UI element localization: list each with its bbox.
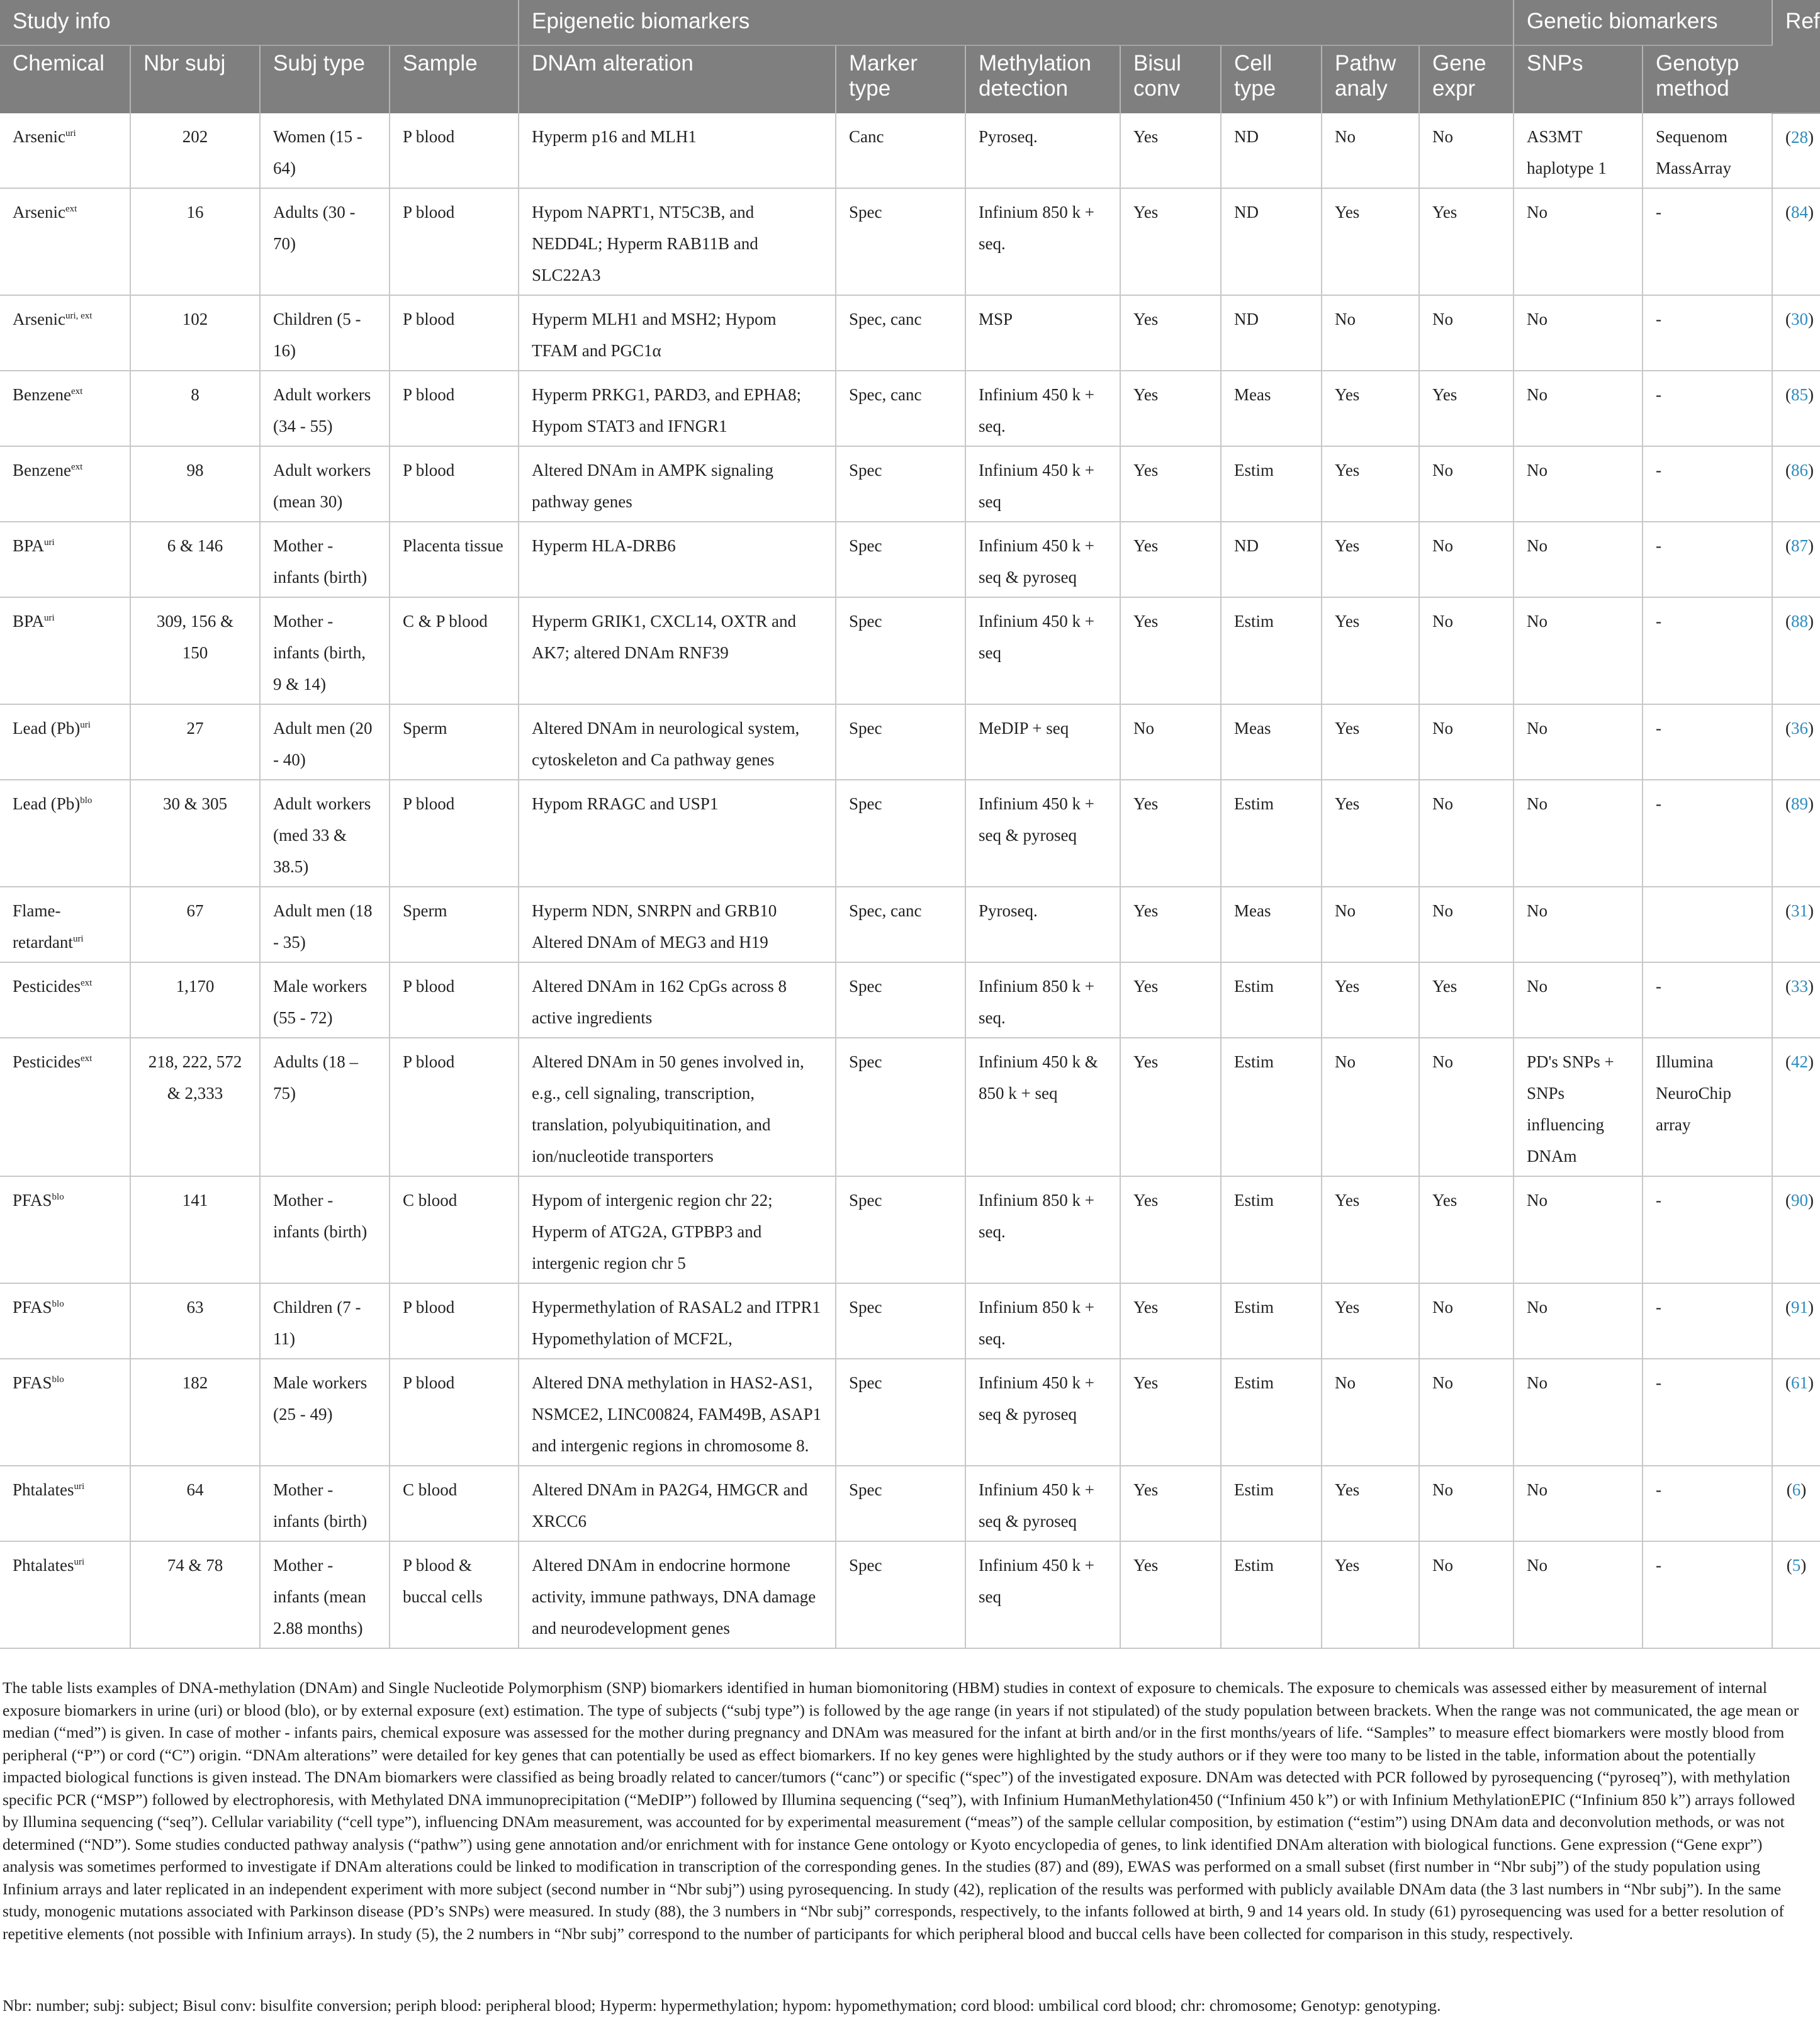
pathw-cell: Yes (1322, 1466, 1419, 1541)
header-group-row (0, 0, 1820, 45)
ref-link[interactable]: 84 (1791, 203, 1809, 222)
subj-type-cell: Adult men (20 - 40) (260, 704, 390, 780)
genotyp-cell: - (1643, 597, 1772, 704)
pathw-cell: Yes (1322, 780, 1419, 887)
chemical-cell: $BPA^{uri}$ (0, 597, 130, 704)
cell-type-cell: Estim (1221, 962, 1322, 1038)
cell-type-cell: ND (1221, 522, 1322, 597)
cell-type-cell: Meas (1221, 371, 1322, 446)
subj-type-cell: Mother - infants (birth) (260, 1466, 390, 1541)
dnam-cell: Altered DNAm in endocrine hormone activity, immune pathways, DNA damage and neurodevelopment genes (519, 1541, 836, 1648)
genotyp-cell: - (1643, 1283, 1772, 1359)
chemical-cell: Pesticides$^{ext}$ (0, 1038, 130, 1176)
genotyp-cell: - (1643, 704, 1772, 780)
table-row (0, 113, 1820, 188)
nbr-subj-cell: 6 & 146 (130, 522, 260, 597)
snps-cell: No (1514, 1176, 1643, 1283)
dnam-cell: Altered DNAm in 50 genes involved in, e.g., cell signaling, transcription, translation, polyubiquitination, and ion/nucleotide transporters (519, 1038, 836, 1176)
table-row (0, 1176, 1820, 1283)
cell-type-cell: Estim (1221, 1176, 1322, 1283)
ref-link[interactable]: 28 (1791, 128, 1809, 147)
bisul-cell: Yes (1120, 1176, 1221, 1283)
gene-expr-cell: No (1419, 522, 1514, 597)
marker-type-cell: Spec (836, 188, 965, 295)
chemical-cell: Arsenic$^{uri, ext}$ (0, 295, 130, 371)
marker-type-cell: Canc (836, 113, 965, 188)
col-dnam-alteration: DNAm alteration (519, 45, 836, 113)
snps-cell: No (1514, 188, 1643, 295)
method-cell: Infinium 450 k + seq (965, 446, 1120, 522)
method-cell: Infinium 450 k + seq & pyroseq (965, 1359, 1120, 1466)
snps-cell: No (1514, 704, 1643, 780)
genotyp-cell: - (1643, 188, 1772, 295)
marker-type-cell: Spec (836, 597, 965, 704)
cell-type-cell: Estim (1221, 780, 1322, 887)
method-cell: MeDIP + seq (965, 704, 1120, 780)
pathw-cell: Yes (1322, 371, 1419, 446)
chemical-cell: $BPA^{uri}$ (0, 522, 130, 597)
method-cell: Infinium 450 k + seq & pyroseq (965, 1466, 1120, 1541)
marker-type-cell: Spec (836, 704, 965, 780)
pathw-cell: No (1322, 1359, 1419, 1466)
chemical-cell: Arsenic$^{uri}$ (0, 113, 130, 188)
cell-type-cell: Meas (1221, 887, 1322, 962)
col-bisul-conv: Bisul conv (1120, 45, 1221, 113)
pathw-cell: Yes (1322, 446, 1419, 522)
dnam-cell: Hypom of intergenic region chr 22; Hyperm of ATG2A, GTPBP3 and intergenic region chr 5 (519, 1176, 836, 1283)
col-snps: SNPs (1514, 45, 1643, 113)
snps-cell: No (1514, 1466, 1643, 1541)
sample-cell: P blood (390, 962, 519, 1038)
dnam-cell: Altered DNA methylation in HAS2-AS1, NSMCE2, LINC00824, FAM49B, ASAP1 and intergenic regions in chromosome 8. (519, 1359, 836, 1466)
marker-type-cell: Spec, canc (836, 371, 965, 446)
col-genotyp-method: Genotyp method (1643, 45, 1772, 113)
chemical-cell: Lead $(Pb)^{uri}$ (0, 704, 130, 780)
ref-cell[interactable]: (89) (1772, 780, 1820, 887)
cell-type-cell: Estim (1221, 1038, 1322, 1176)
snps-cell: No (1514, 962, 1643, 1038)
subj-type-cell: Male workers (25 - 49) (260, 1359, 390, 1466)
gene-expr-cell: Yes (1419, 1176, 1514, 1283)
bisul-cell: Yes (1120, 295, 1221, 371)
cell-type-cell: Estim (1221, 1541, 1322, 1648)
chemical-cell: Benzene$^{ext}$ (0, 446, 130, 522)
pathw-cell: Yes (1322, 597, 1419, 704)
ref-cell[interactable]: (90) (1772, 1176, 1820, 1283)
marker-type-cell: Spec (836, 780, 965, 887)
gene-expr-cell: No (1419, 1541, 1514, 1648)
method-cell: Infinium 850 k + seq. (965, 962, 1120, 1038)
genotyp-cell: - (1643, 1466, 1772, 1541)
cell-type-cell: Estim (1221, 446, 1322, 522)
table-row (0, 1359, 1820, 1466)
table-row (0, 1283, 1820, 1359)
subj-type-cell: Adult men (18 - 35) (260, 887, 390, 962)
ref-cell[interactable]: (85) (1772, 371, 1820, 446)
genotyp-cell: - (1643, 446, 1772, 522)
bisul-cell: Yes (1120, 371, 1221, 446)
table-row (0, 188, 1820, 295)
marker-type-cell: Spec (836, 1359, 965, 1466)
subj-type-cell: Children (7 - 11) (260, 1283, 390, 1359)
sample-cell: P blood (390, 1038, 519, 1176)
method-cell: MSP (965, 295, 1120, 371)
sample-cell: Sperm (390, 887, 519, 962)
pathw-cell: No (1322, 1038, 1419, 1176)
cell-type-cell: ND (1221, 113, 1322, 188)
abbreviations-note: Nbr: number; subj: subject; Bisul conv: bisulfite conversion; periph blood: peripheral blood; Hyperm: hypermethylation; hypom: hypomethymation; cord blood: umbilical cord blood; chr: chromosome; Genotyp: genotyping. (3, 1996, 1441, 2015)
nbr-subj-cell: 218, 222, 572 & 2,333 (130, 1038, 260, 1176)
col-chemical: Chemical (0, 45, 130, 113)
method-cell: Infinium 450 k + seq & pyroseq (965, 780, 1120, 887)
chemical-cell: Phtalates$^{uri}$ (0, 1466, 130, 1541)
bisul-cell: Yes (1120, 597, 1221, 704)
marker-type-cell: Spec (836, 962, 965, 1038)
subj-type-cell: Adults (30 - 70) (260, 188, 390, 295)
ref-link[interactable]: 85 (1791, 385, 1809, 404)
marker-type-cell: Spec, canc (836, 887, 965, 962)
subj-type-cell: Male workers (55 - 72) (260, 962, 390, 1038)
dnam-cell: Hyperm PRKG1, PARD3, and EPHA8; Hypom STAT3 and IFNGR1 (519, 371, 836, 446)
col-subj-type: Subj type (260, 45, 390, 113)
genotyp-cell: - (1643, 1541, 1772, 1648)
method-cell: Infinium 450 k & 850 k + seq (965, 1038, 1120, 1176)
ref-cell[interactable]: (86) (1772, 446, 1820, 522)
sample-cell: C blood (390, 1176, 519, 1283)
gene-expr-cell: No (1419, 597, 1514, 704)
cell-type-cell: Estim (1221, 1359, 1322, 1466)
chemical-cell: $PFAS^{blo}$ (0, 1283, 130, 1359)
ref-link[interactable]: 90 (1791, 1191, 1809, 1210)
genotyp-cell: - (1643, 1176, 1772, 1283)
pathw-cell: No (1322, 887, 1419, 962)
cell-type-cell: Meas (1221, 704, 1322, 780)
nbr-subj-cell: 8 (130, 371, 260, 446)
ref-cell[interactable]: (36) (1772, 704, 1820, 780)
ref-link[interactable]: 6 (1792, 1480, 1801, 1499)
subj-type-cell: Mother - infants (mean 2.88 months) (260, 1541, 390, 1648)
bisul-cell: Yes (1120, 962, 1221, 1038)
ref-link[interactable]: 91 (1791, 1298, 1809, 1317)
group-genetic-biomarkers: Genetic biomarkers (1514, 0, 1772, 45)
footnote-text: The table lists examples of DNA-methylation (DNAm) and Single Nucleotide Polymorphism (SNP) biomarkers identified in human biomonitoring (HBM) studies in context of exposure to chemicals. The exposure to chemicals was assessed either by measurement of internal exposure biomarkers in urine (uri) or blood (blo), or by external exposure (ext) estimation. The type of subjects (“subj type”) is followed by the age range (in years if not stipulated) of the study population between brackets. When the range was not communicated, the age mean or median (“med”) is given. In case of mother - infants pairs, chemical exposure was assessed for the mother during pregnancy and DNAm was measured for the infant at birth and/or in the first months/years of life. “Samples” to measure effect biomarkers were mostly blood from peripheral (“P”) or cord (“C”) origin. “DNAm alterations” were detailed for key genes that can potentially be used as effect biomarkers. If no key genes were highlighted by the study authors or if they were too many to be listed in the table, information about the potentially impacted biological functions is given instead. The DNAm biomarkers were classified as being broadly related to cancer/tumors (“canc”) or specific (“spec”) of the investigated exposure. DNAm was detected with PCR followed by pyrosequencing (“pyroseq”), with methylation specific PCR (“MSP”) followed by electrophoresis, with Methylated DNA immunoprecipitation (“MeDIP”) followed by Illumina sequencing (“seq”), with Infinium HumanMethylation450 (“Infinium 450 k”) or with Infinium MethylationEPIC (“Infinium 850 k”) arrays followed by Illumina sequencing (“seq”). Cellular variability (“cell type”), influencing DNAm measurement, was accounted for by experimental measurement (“meas”) of the sample cellular composition, by estimation (“estim”) using DNAm data and deconvolution methods, or was not determined (“ND”). Some studies conducted pathway analysis (“pathw”) using gene annotation and/or enrichment with for instance Gene ontology or Kyoto encyclopedia of genes, to link identified DNAm alteration with biological functions. Gene expression (“Gene expr”) analysis was sometimes performed to investigate if DNAm alterations could be linked to modification in transcription of the corresponding genes. In the studies (87) and (89), EWAS was performed on a small subset (first number in “Nbr subj”) of the study population using Infinium arrays and later replicated in an independent experiment with more subject (second number in “Nbr subj”) using pyrosequencing. In study (42), replication of the results was performed with publicly available DNAm data (the 3 last numbers in “Nbr subj”). In the same study, monogenic mutations associated with Parkinson disease (PD’s SNPs) were measured. In study (88), the 3 numbers in “Nbr subj” corresponds, respectively, to the infants followed at birth, 9 and 14 years old. In study (61) pyrosequencing was used for a better resolution of repetitive elements (not possible with Infinium arrays). In study (5), the 2 numbers in “Nbr subj” correspond to the number of participants for which peripheral blood and buccal cells have been collected for comparison in this study, respectively. (3, 1678, 1799, 1943)
sample-cell: Placenta tissue (390, 522, 519, 597)
gene-expr-cell: No (1419, 1466, 1514, 1541)
ref-cell[interactable]: (33) (1772, 962, 1820, 1038)
ref-link[interactable]: 61 (1791, 1373, 1809, 1392)
snps-cell: No (1514, 446, 1643, 522)
table-row (0, 522, 1820, 597)
genotyp-cell: - (1643, 1359, 1772, 1466)
col-pathw-analy: Pathw analy (1322, 45, 1419, 113)
chemical-cell: Flame-retardant$^{uri}$ (0, 887, 130, 962)
sample-cell: P blood (390, 1359, 519, 1466)
dnam-cell: Altered DNAm in AMPK signaling pathway genes (519, 446, 836, 522)
gene-expr-cell: Yes (1419, 371, 1514, 446)
bisul-cell: Yes (1120, 887, 1221, 962)
chemical-cell: Benzene$^{ext}$ (0, 371, 130, 446)
nbr-subj-cell: 202 (130, 113, 260, 188)
gene-expr-cell: No (1419, 780, 1514, 887)
ref-link[interactable]: 88 (1791, 612, 1809, 631)
dnam-cell: Hyperm MLH1 and MSH2; Hypom TFAM and PGC1α (519, 295, 836, 371)
marker-type-cell: Spec (836, 1466, 965, 1541)
bisul-cell: Yes (1120, 188, 1221, 295)
marker-type-cell: Spec (836, 446, 965, 522)
chemical-cell: Phtalates$^{uri}$ (0, 1541, 130, 1648)
cell-type-cell: Estim (1221, 597, 1322, 704)
snps-cell: AS3MT haplotype 1 (1514, 113, 1643, 188)
method-cell: Infinium 450 k + seq (965, 597, 1120, 704)
dnam-cell: Hypermethylation of RASAL2 and ITPR1 Hypomethylation of MCF2L, (519, 1283, 836, 1359)
subj-type-cell: Mother - infants (birth) (260, 1176, 390, 1283)
cell-type-cell: Estim (1221, 1283, 1322, 1359)
ref-cell[interactable]: (61) (1772, 1359, 1820, 1466)
chemical-cell: $PFAS^{blo}$ (0, 1359, 130, 1466)
genotyp-cell: - (1643, 962, 1772, 1038)
col-ref: Ref (1772, 0, 1820, 113)
gene-expr-cell: No (1419, 446, 1514, 522)
snps-cell: No (1514, 522, 1643, 597)
bisul-cell: Yes (1120, 446, 1221, 522)
pathw-cell: Yes (1322, 1541, 1419, 1648)
pathw-cell: Yes (1322, 1283, 1419, 1359)
ref-cell[interactable]: (87) (1772, 522, 1820, 597)
subj-type-cell: Adult workers (34 - 55) (260, 371, 390, 446)
ref-cell[interactable]: (30) (1772, 295, 1820, 371)
col-methylation-detection: Methylation detection (965, 45, 1120, 113)
dnam-cell: Hyperm p16 and MLH1 (519, 113, 836, 188)
method-cell: Pyroseq. (965, 887, 1120, 962)
sample-cell: Sperm (390, 704, 519, 780)
subj-type-cell: Adults (18 – 75) (260, 1038, 390, 1176)
nbr-subj-cell: 16 (130, 188, 260, 295)
sample-cell: P blood (390, 1283, 519, 1359)
snps-cell: No (1514, 1283, 1643, 1359)
chemical-cell: Arsenic$^{ext}$ (0, 188, 130, 295)
pathw-cell: No (1322, 113, 1419, 188)
ref-cell[interactable]: (84) (1772, 188, 1820, 295)
ref-link[interactable]: 42 (1791, 1052, 1809, 1071)
table-row (0, 295, 1820, 371)
bisul-cell: Yes (1120, 1359, 1221, 1466)
sample-cell: C blood (390, 1466, 519, 1541)
ref-cell[interactable]: (31) (1772, 887, 1820, 962)
snps-cell: No (1514, 371, 1643, 446)
col-nbr-subj: Nbr subj (130, 45, 260, 113)
table-row (0, 962, 1820, 1038)
genotyp-cell: Sequenom MassArray (1643, 113, 1772, 188)
method-cell: Pyroseq. (965, 113, 1120, 188)
table-row (0, 1038, 1820, 1176)
subj-type-cell: Mother - infants (birth, 9 & 14) (260, 597, 390, 704)
bisul-cell: Yes (1120, 113, 1221, 188)
ref-link[interactable]: 87 (1791, 536, 1809, 555)
method-cell: Infinium 850 k + seq. (965, 1176, 1120, 1283)
ref-cell[interactable]: (42) (1772, 1038, 1820, 1176)
genotyp-cell: - (1643, 295, 1772, 371)
pathw-cell: Yes (1322, 962, 1419, 1038)
marker-type-cell: Spec (836, 522, 965, 597)
nbr-subj-cell: 64 (130, 1466, 260, 1541)
gene-expr-cell: No (1419, 1359, 1514, 1466)
nbr-subj-cell: 1,170 (130, 962, 260, 1038)
dnam-cell: Hypom RRAGC and USP1 (519, 780, 836, 887)
pathw-cell: Yes (1322, 522, 1419, 597)
nbr-subj-cell: 102 (130, 295, 260, 371)
bisul-cell: Yes (1120, 522, 1221, 597)
table-row (0, 371, 1820, 446)
ref-link[interactable]: 89 (1791, 794, 1809, 813)
table-row (0, 597, 1820, 704)
table-row (0, 1541, 1820, 1648)
snps-cell: No (1514, 780, 1643, 887)
bisul-cell: Yes (1120, 1038, 1221, 1176)
sample-cell: P blood & buccal cells (390, 1541, 519, 1648)
nbr-subj-cell: 27 (130, 704, 260, 780)
sample-cell: C & P blood (390, 597, 519, 704)
dnam-cell: Altered DNAm in PA2G4, HMGCR and XRCC6 (519, 1466, 836, 1541)
marker-type-cell: Spec, canc (836, 295, 965, 371)
sample-cell: P blood (390, 371, 519, 446)
nbr-subj-cell: 30 & 305 (130, 780, 260, 887)
snps-cell: No (1514, 887, 1643, 962)
method-cell: Infinium 850 k + seq. (965, 188, 1120, 295)
snps-cell: No (1514, 1359, 1643, 1466)
cell-type-cell: Estim (1221, 1466, 1322, 1541)
ref-cell[interactable]: (6) (1772, 1466, 1820, 1541)
chemical-cell: Pesticides$^{ext}$ (0, 962, 130, 1038)
bisul-cell: Yes (1120, 1541, 1221, 1648)
bisul-cell: Yes (1120, 780, 1221, 887)
marker-type-cell: Spec (836, 1283, 965, 1359)
table-row (0, 1466, 1820, 1541)
dnam-cell: Altered DNAm in neurological system, cytoskeleton and Ca pathway genes (519, 704, 836, 780)
ref-cell[interactable]: (91) (1772, 1283, 1820, 1359)
header-column-row (0, 45, 1820, 113)
table-row (0, 887, 1820, 962)
gene-expr-cell: Yes (1419, 962, 1514, 1038)
nbr-subj-cell: 74 & 78 (130, 1541, 260, 1648)
method-cell: Infinium 450 k + seq. (965, 371, 1120, 446)
table-row (0, 780, 1820, 887)
dnam-cell: Hyperm NDN, SNRPN and GRB10 Altered DNAm of MEG3 and H19 (519, 887, 836, 962)
genotyp-cell: - (1643, 522, 1772, 597)
gene-expr-cell: No (1419, 704, 1514, 780)
marker-type-cell: Spec (836, 1541, 965, 1648)
pathw-cell: No (1322, 295, 1419, 371)
nbr-subj-cell: 141 (130, 1176, 260, 1283)
marker-type-cell: Spec (836, 1038, 965, 1176)
chemical-cell: $PFAS^{blo}$ (0, 1176, 130, 1283)
bisul-cell: Yes (1120, 1283, 1221, 1359)
subj-type-cell: Adult workers (med 33 & 38.5) (260, 780, 390, 887)
sample-cell: P blood (390, 113, 519, 188)
pathw-cell: Yes (1322, 188, 1419, 295)
method-cell: Infinium 850 k + seq. (965, 1283, 1120, 1359)
sample-cell: P blood (390, 780, 519, 887)
nbr-subj-cell: 309, 156 & 150 (130, 597, 260, 704)
gene-expr-cell: Yes (1419, 188, 1514, 295)
col-marker-type: Marker type (836, 45, 965, 113)
ref-link[interactable]: 5 (1792, 1556, 1801, 1575)
table-body (0, 113, 1820, 1648)
method-cell: Infinium 450 k + seq & pyroseq (965, 522, 1120, 597)
nbr-subj-cell: 63 (130, 1283, 260, 1359)
sample-cell: P blood (390, 446, 519, 522)
genotyp-cell: - (1643, 780, 1772, 887)
pathw-cell: Yes (1322, 704, 1419, 780)
col-cell-type: Cell type (1221, 45, 1322, 113)
pathw-cell: Yes (1322, 1176, 1419, 1283)
snps-cell: No (1514, 597, 1643, 704)
snps-cell: No (1514, 295, 1643, 371)
method-cell: Infinium 450 k + seq (965, 1541, 1120, 1648)
ref-link[interactable]: 33 (1791, 977, 1809, 996)
dnam-cell: Hyperm GRIK1, CXCL14, OXTR and AK7; altered DNAm RNF39 (519, 597, 836, 704)
marker-type-cell: Spec (836, 1176, 965, 1283)
cell-type-cell: ND (1221, 295, 1322, 371)
dnam-cell: Hypom NAPRT1, NT5C3B, and NEDD4L; Hyperm RAB11B and SLC22A3 (519, 188, 836, 295)
ref-cell[interactable]: (28) (1772, 113, 1820, 188)
group-study-info: Study info (0, 0, 519, 45)
ref-link[interactable]: 36 (1791, 719, 1809, 738)
gene-expr-cell: No (1419, 1283, 1514, 1359)
gene-expr-cell: No (1419, 1038, 1514, 1176)
ref-link[interactable]: 30 (1791, 310, 1809, 329)
table-footnote (0, 1677, 1817, 1945)
ref-cell[interactable]: (88) (1772, 597, 1820, 704)
chemical-cell: Lead $(Pb)^{blo}$ (0, 780, 130, 887)
group-epigenetic-biomarkers: Epigenetic biomarkers (519, 0, 1514, 45)
subj-type-cell: Adult workers (mean 30) (260, 446, 390, 522)
sample-cell: P blood (390, 188, 519, 295)
genotyp-cell: Illumina NeuroChip array (1643, 1038, 1772, 1176)
subj-type-cell: Mother - infants (birth) (260, 522, 390, 597)
subj-type-cell: Children (5 - 16) (260, 295, 390, 371)
snps-cell: PD's SNPs + SNPs influencing DNAm (1514, 1038, 1643, 1176)
bisul-cell: No (1120, 704, 1221, 780)
nbr-subj-cell: 67 (130, 887, 260, 962)
ref-link[interactable]: 31 (1791, 901, 1809, 920)
genotyp-cell: - (1643, 371, 1772, 446)
col-gene-expr: Gene expr (1419, 45, 1514, 113)
nbr-subj-cell: 182 (130, 1359, 260, 1466)
dnam-cell: Altered DNAm in 162 CpGs across 8 active ingredients (519, 962, 836, 1038)
bisul-cell: Yes (1120, 1466, 1221, 1541)
gene-expr-cell: No (1419, 113, 1514, 188)
gene-expr-cell: No (1419, 295, 1514, 371)
genotyp-cell (1643, 887, 1772, 962)
cell-type-cell: ND (1221, 188, 1322, 295)
table-row (0, 446, 1820, 522)
ref-link[interactable]: 86 (1791, 461, 1809, 480)
col-sample: Sample (390, 45, 519, 113)
dnam-cell: Hyperm HLA-DRB6 (519, 522, 836, 597)
sample-cell: P blood (390, 295, 519, 371)
table-row (0, 704, 1820, 780)
gene-expr-cell: No (1419, 887, 1514, 962)
nbr-subj-cell: 98 (130, 446, 260, 522)
snps-cell: No (1514, 1541, 1643, 1648)
subj-type-cell: Women (15 - 64) (260, 113, 390, 188)
ref-cell[interactable]: (5) (1772, 1541, 1820, 1648)
